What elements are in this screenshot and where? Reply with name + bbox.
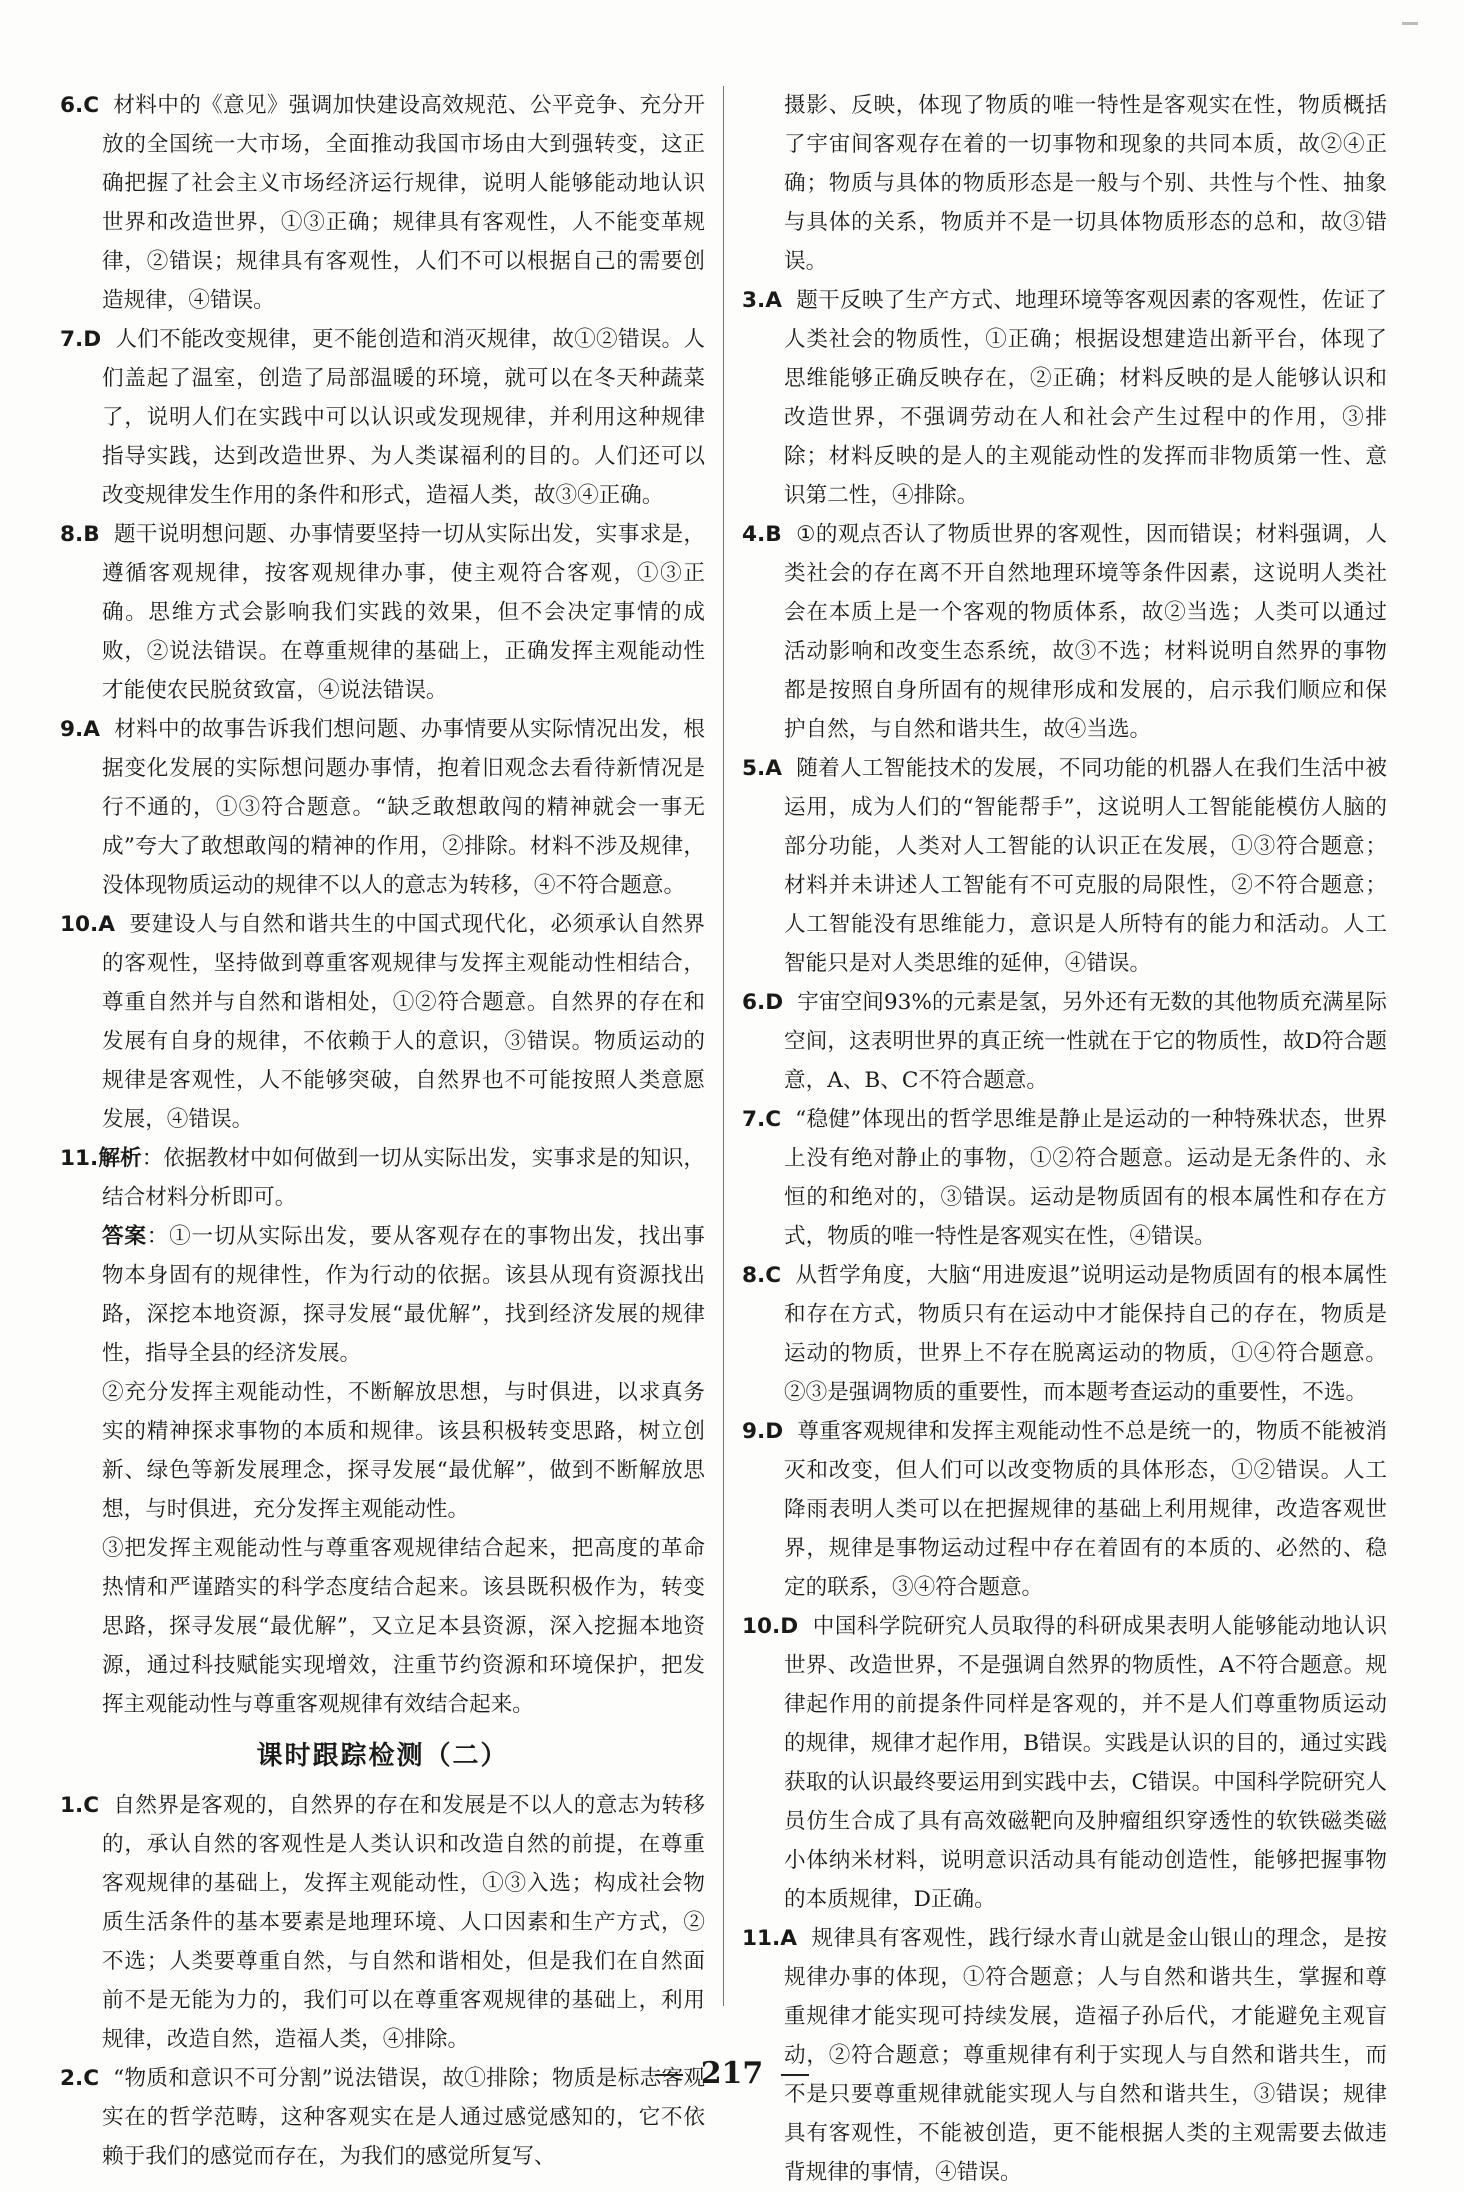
page-number-dash-right bbox=[781, 2074, 809, 2076]
answer-item-11b: 11.A 规律具有客观性，践行绿水青山就是金山银山的理念，是按规律办事的体现，①符合题意；人与自然和谐共生，掌握和尊重规律才能实现可持续发展，造福子孙后代，才能避免主观盲动，②符合题意；尊重规律有利于实现人与自然和谐共生，而不是只要尊重规律就能实现人与自然和谐共生，③错误；规律具有客观性，不能被创造，更不能根据人类的主观需要去做违背规律的事情，④错误。 bbox=[742, 1926, 1387, 2185]
answer-item-10: 10.A 要建设人与自然和谐共生的中国式现代化，必须承认自然界的客观性，坚持做到尊重客观规律与发挥主观能动性相结合，尊重自然并与自然和谐相处，①②符合题意。自然界的存在和发展有自身的规律，不依赖于人的意识，③错误。物质运动的规律是客观性，人不能够突破，自然界也不可能按照人类意愿发展，④错误。 bbox=[60, 912, 705, 1132]
answer-item-11-point-2: ②充分发挥主观能动性，不断解放思想，与时俱进，以求真务实的精神探求事物的本质和规律。该县积极转变思路，树立创新、绿色等新发展理念，探寻发展“最优解”，做到不断解放思想，与时俱进，充分发挥主观能动性。 bbox=[102, 1380, 705, 1522]
page-number-text: 217 bbox=[700, 2056, 764, 2091]
answer-item-6: 6.C 材料中的《意见》强调加快建设高效规范、公平竞争、充分开放的全国统一大市场，全面推动我国市场由大到强转变，这正确把握了社会主义市场经济运行规律，说明人能够能动地认识世界和改造世界，①③正确；规律具有客观性，人不能变革规律，②错误；规律具有客观性，人们不可以根据自己的需要创造规律，④错误。 bbox=[60, 93, 705, 313]
left-column bbox=[60, 86, 705, 2176]
corner-mark bbox=[1402, 22, 1418, 25]
answer-item-6b: 6.D 宇宙空间93%的元素是氢，另外还有无数的其他物质充满星际空间，这表明世界的真正统一性就在于它的物质性，故D符合题意，A、B、C不符合题意。 bbox=[742, 990, 1387, 1093]
answer-item-10b: 10.D 中国科学院研究人员取得的科研成果表明人能够能动地认识世界、改造世界，不是强调自然界的物质性，A不符合题意。规律起作用的前提条件同样是客观的，并不是人们尊重物质运动的规律，规律才起作用，B错误。实践是认识的目的，通过实践获取的认识最终要运用到实践中去，C错误。中国科学院研究人员仿生合成了具有高效磁靶向及肿瘤组织穿透性的软铁磁类磁小体纳米材料，说明意识活动具有能动创造性，能够把握事物的本质规律，D正确。 bbox=[742, 1614, 1387, 1912]
page-number-dash-left bbox=[655, 2074, 683, 2076]
answer-item-11-answer: 答案：①一切从实际出发，要从客观存在的事物出发，找出事物本身固有的规律性，作为行动的依据。该县从现有资源找出路，深挖本地资源，探寻发展“最优解”，找到经济发展的规律性，指导全县的经济发展。 bbox=[102, 1224, 705, 1366]
answer-item-8b: 8.C 从哲学角度，大脑“用进废退”说明运动是物质固有的根本属性和存在方式，物质只有在运动中才能保持自己的存在，物质是运动的物质，世界上不存在脱离运动的物质，①④符合题意。②③是强调物质的重要性，而本题考查运动的重要性，不选。 bbox=[742, 1263, 1387, 1405]
answer-item-4: 4.B ①的观点否认了物质世界的客观性，因而错误；材料强调，人类社会的存在离不开自然地理环境等条件因素，这说明人类社会在本质上是一个客观的物质体系，故②当选；人类可以通过活动影响和改变生态系统，故③不选；材料说明自然界的事物都是按照自身所固有的规律形成和发展的，启示我们顺应和保护自然，与自然和谐共生，故④当选。 bbox=[742, 522, 1387, 742]
answer-item-2: 2.C “物质和意识不可分割”说法错误，故①排除；物质是标志客观实在的哲学范畴，这种客观实在是人通过感觉感知的，它不依赖于我们的感觉而存在，为我们的感觉所复写、 bbox=[60, 2066, 705, 2169]
answer-item-9: 9.A 材料中的故事告诉我们想问题、办事情要从实际情况出发，根据变化发展的实际想问题办事情，抱着旧观念去看待新情况是行不通的，①③符合题意。“缺乏敢想敢闯的精神就会一事无成”夸大了敢想敢闯的精神的作用，②排除。材料不涉及规律，没体现物质运动的规律不以人的意志为转移，④不符合题意。 bbox=[60, 717, 705, 898]
section-title: 课时跟踪检测（二） bbox=[256, 1741, 509, 1771]
answer-item-9b: 9.D 尊重客观规律和发挥主观能动性不总是统一的，物质不能被消灭和改变，但人们可以改变物质的具体形态，①②错误。人工降雨表明人类可以在把握规律的基础上利用规律，改造客观世界，规律是事物运动过程中存在着固有的本质的、必然的、稳定的联系，③④符合题意。 bbox=[742, 1419, 1387, 1600]
column-divider bbox=[723, 86, 724, 2006]
answer-item-11-point-3: ③把发挥主观能动性与尊重客观规律结合起来，把高度的革命热情和严谨踏实的科学态度结合起来。该县既积极作为，转变思路，探寻发展“最优解”，又立足本县资源，深入挖掘本地资源，通过科技赋能实现增效，注重节约资源和环境保护，把发挥主观能动性与尊重客观规律有效结合起来。 bbox=[102, 1536, 705, 1717]
answer-item-7b: 7.C “稳健”体现出的哲学思维是静止是运动的一种特殊状态，世界上没有绝对静止的事物，①②符合题意。运动是无条件的、永恒的和绝对的，③错误。运动是物质固有的根本属性和存在方式，物质的唯一特性是客观实在性，④错误。 bbox=[742, 1107, 1387, 1249]
right-column bbox=[742, 86, 1387, 2192]
answer-item-1: 1.C 自然界是客观的，自然界的存在和发展是不以人的意志为转移的，承认自然的客观性是人类认识和改造自然的前提，在尊重客观规律的基础上，发挥主观能动性，①③入选；构成社会物质生活条件的基本要素是地理环境、人口因素和生产方式，②不选；人类要尊重自然，与自然和谐相处，但是我们在自然面前不是无能为力的，我们可以在尊重客观规律的基础上，利用规律，改造自然，造福人类，④排除。 bbox=[60, 1793, 705, 2052]
answer-item-3: 3.A 题干反映了生产方式、地理环境等客观因素的客观性，佐证了人类社会的物质性，①正确；根据设想建造出新平台，体现了思维能够正确反映存在，②正确；材料反映的是人能够认识和改造世界，不强调劳动在人和社会产生过程中的作用，③排除；材料反映的是人的主观能动性的发挥而非物质第一性、意识第二性，④排除。 bbox=[742, 288, 1387, 508]
answer-item-2-continued: 摄影、反映，体现了物质的唯一特性是客观实在性，物质概括了宇宙间客观存在着的一切事物和现象的共同本质，故②④正确；物质与具体的物质形态是一般与个别、共性与个性、抽象与具体的关系，物质并不是一切具体物质形态的总和，故③错误。 bbox=[784, 93, 1387, 274]
answer-item-7: 7.D 人们不能改变规律，更不能创造和消灭规律，故①②错误。人们盖起了温室，创造了局部温暖的环境，就可以在冬天种蔬菜了，说明人们在实践中可以认识或发现规律，并利用这种规律指导实践，达到改造世界、为人类谋福利的目的。人们还可以改变规律发生作用的条件和形式，造福人类，故③④正确。 bbox=[60, 327, 705, 508]
answer-item-11-analysis: 11.解析：依据教材中如何做到一切从实际出发，实事求是的知识，结合材料分析即可。 bbox=[60, 1146, 705, 1210]
answer-item-5: 5.A 随着人工智能技术的发展，不同功能的机器人在我们生活中被运用，成为人们的“智能帮手”，这说明人工智能能模仿人脑的部分功能，人类对人工智能的认识正在发展，①③符合题意；材料并未讲述人工智能有不可克服的局限性，②不符合题意；人工智能没有思维能力，意识是人所特有的能力和活动。人工智能只是对人类思维的延伸，④错误。 bbox=[742, 756, 1387, 976]
page-number bbox=[0, 2056, 1464, 2091]
answer-item-8: 8.B 题干说明想问题、办事情要坚持一切从实际出发，实事求是，遵循客观规律，按客观规律办事，使主观符合客观，①③正确。思维方式会影响我们实践的效果，但不会决定事情的成败，②说法错误。在尊重规律的基础上，正确发挥主观能动性才能使农民脱贫致富，④说法错误。 bbox=[60, 522, 705, 703]
